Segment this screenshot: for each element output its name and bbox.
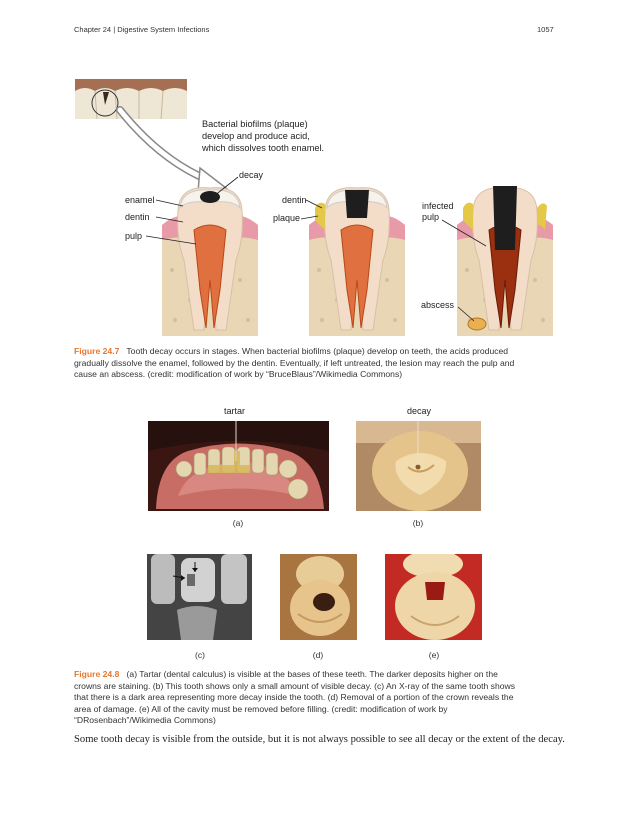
caption-line: that there is a dark area representing more decay inside the tooth. (d) Removal of a portion of the crown reveals the [74,692,514,702]
label-infected-pulp [422,201,454,223]
figure-24-7-caption [74,346,558,381]
callout-line: develop and produce acid, [202,131,310,141]
label-decay: decay [239,170,264,180]
figure-number: Figure 24.8 [74,669,120,679]
caption-line: gradually dissolve the enamel, followed by the dentin. Eventually, if left untreated, the lesion may reach the pulp and [74,357,515,368]
subfigure-label-e: (e) [428,650,440,660]
caption-line: (a) Tartar (dental calculus) is visible at the bases of these teeth. The darker deposits higher on the [126,669,498,679]
photo-b-decay [356,421,481,511]
callout-line: Bacterial biofilms (plaque) [202,119,308,129]
running-header: Chapter 24 | Digestive System Infections [74,25,210,34]
subfigure-label-c: (c) [195,650,205,660]
page-number: 1057 [537,25,554,34]
callout-line: which dissolves tooth enamel. [202,143,325,153]
label-infected-pulp-line: pulp [422,212,440,222]
label-pulp: pulp [125,231,143,241]
caption-line: Tooth decay occurs in stages. When bacterial biofilms (plaque) develop on teeth, the acids produced [126,346,509,356]
figure-number: Figure 24.7 [74,346,120,356]
body-paragraph: Some tooth decay is visible from the outside, but it is not always possible to see all decay or the extent of the decay. [74,734,565,745]
label-abscess: abscess [421,300,455,310]
label-plaque: plaque [273,213,301,223]
label-decay-photo: decay [407,406,432,416]
photo-a-tartar [148,421,329,511]
label-tartar: tartar [224,406,246,416]
label-dentin: dentin [125,212,150,222]
label-enamel: enamel [125,195,155,205]
photo-c-xray [147,554,252,640]
subfigure-label-a: (a) [232,518,244,528]
photo-d-crown-removed [280,554,357,640]
subfigure-label-d: (d) [312,650,324,660]
label-infected-pulp-line: infected [422,201,454,211]
subfigure-label-b: (b) [412,518,424,528]
figure-24-8-caption [74,669,564,727]
label-dentin-2: dentin [282,195,307,205]
caption-line: crowns are staining. (b) This tooth shows only a small amount of visible decay. (c) An X-ray of the same tooth shows [74,680,516,691]
caption-line: cause an abscess. (credit: modification of work by “BruceBlaus”/Wikimedia Commons) [74,369,403,379]
label-leader-lines [0,0,630,360]
caption-line: area of damage. (e) All of the cavity must be removed before filling. (credit: modification of work by [74,703,448,714]
caption-line: “DRosenbach”/Wikimedia Commons) [74,715,216,725]
photo-e-cavity-cleaned [385,554,482,640]
